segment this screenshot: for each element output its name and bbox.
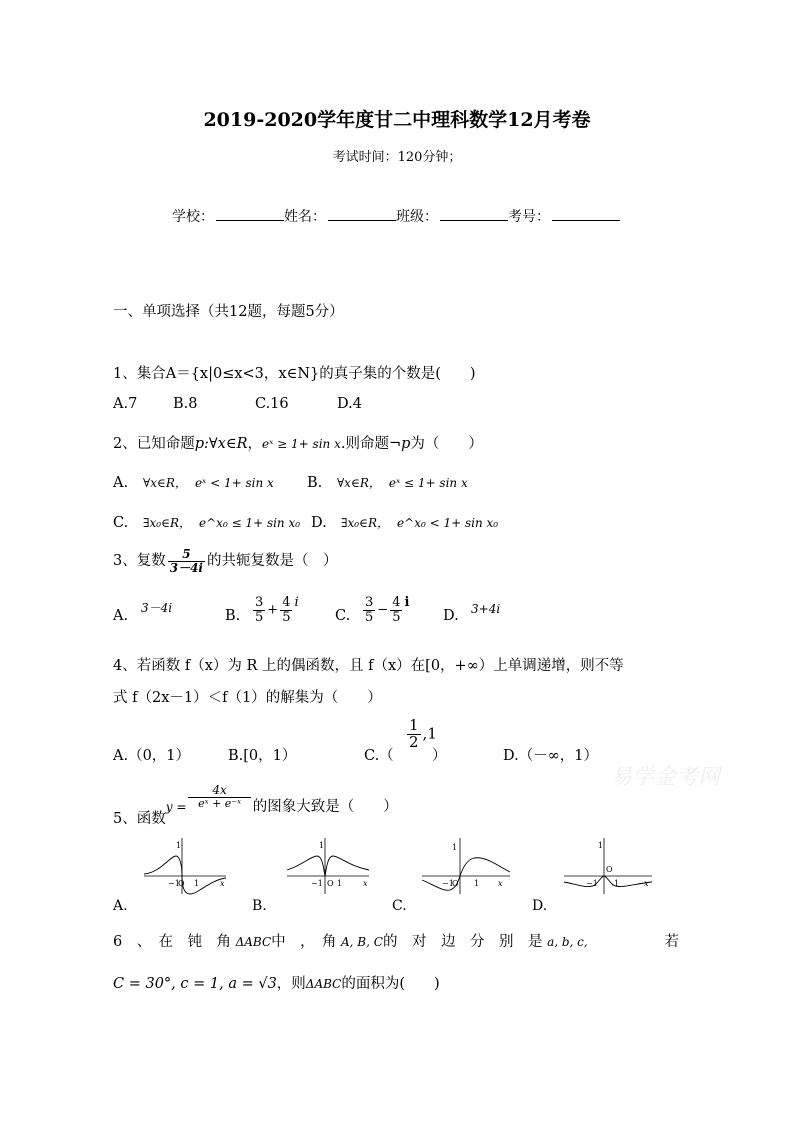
q4-option-a[interactable]: A.（0，1） [113, 748, 191, 764]
q3-b-i: i [294, 594, 299, 610]
q2-option-a-quant: ∀x∈R， [143, 476, 187, 490]
graph-c-x-label: x [498, 879, 503, 888]
q6-stem-line2 [113, 972, 440, 993]
q6-triangle-2: ΔABC [305, 977, 342, 991]
q2-options-row1 [113, 474, 468, 491]
q2-option-c-label[interactable]: C. [113, 515, 129, 531]
q4-option-b[interactable]: B.[0，1） [228, 748, 297, 764]
graph-c-tick-1: 1 [474, 879, 480, 888]
graph-a-tick-neg1: −1 [168, 879, 180, 888]
student-info-row [172, 206, 620, 226]
graph-b-x-label: x [363, 879, 368, 888]
q3-c-i: i [404, 594, 410, 610]
graph-d-curve [564, 876, 652, 887]
q2-stem: 2、已知命题p:∀x∈R，eˣ ≥ 1+ sin x.则命题¬p为（ ） [113, 436, 483, 452]
graph-a-origin: O [178, 879, 185, 888]
q4-c-den: 2 [409, 732, 419, 751]
q3-option-b-label[interactable]: B. [225, 608, 241, 625]
graph-c-y-label: 1 [452, 843, 458, 852]
graph-d-origin: O [606, 865, 613, 874]
q3-option-c-label[interactable]: C. [335, 608, 351, 625]
q1-option-c[interactable]: C.16 [255, 396, 289, 412]
q1-option-d[interactable]: D.4 [337, 396, 362, 412]
graph-d-x-label: x [644, 879, 649, 888]
graph-b-y-label: 1 [319, 841, 325, 850]
graph-a-curve [144, 856, 226, 894]
q5-option-a[interactable]: A. [113, 898, 128, 914]
q3-option-d-label[interactable]: D. [443, 608, 459, 625]
q3-b-d2: 5 [282, 609, 291, 625]
q3-stem-text-2: 的共轭复数是（ ） [207, 553, 338, 570]
q6-text-3: 的 对 边 分 别 是 [382, 934, 543, 950]
graph-a-x-label: x [220, 879, 225, 888]
q6-text-1: 6 、 在 钝 角 [113, 934, 231, 950]
q2-option-b-expr: eˣ ≤ 1+ sin x [388, 476, 468, 490]
q6-text-4: 若 [664, 934, 679, 950]
q1-stem: 1、集合A＝{x|0≤x<3，x∈N}的真子集的个数是( ) [113, 366, 476, 382]
q3-c-n1: 3 [365, 595, 374, 610]
graph-b-origin: O [327, 879, 334, 888]
q5-stem-text-2: 的图象大致是（ ） [252, 798, 398, 815]
q6-given: C = 30°, c = 1, a = √3 [113, 976, 277, 992]
q5-frac-num: 4x [188, 784, 250, 798]
school-blank[interactable] [216, 206, 284, 221]
q2-negation: ¬p [388, 436, 411, 452]
q3-c-d2: 5 [392, 609, 401, 625]
field-id-label: 考号： [508, 209, 550, 225]
q2-stem-text: 2、已知命题 [113, 436, 195, 452]
graph-b-tick-1: 1 [337, 879, 343, 888]
q4-c-num: 1 [409, 716, 419, 734]
q1-option-b[interactable]: B.8 [173, 396, 198, 412]
q1-option-a[interactable]: A.7 [113, 396, 138, 412]
field-name-label: 姓名： [284, 209, 326, 225]
q2-option-d-expr: e^x₀ < 1+ sin x₀ [397, 516, 499, 530]
q6-text-6: 的面积为( ) [341, 976, 440, 992]
q5-graph-b[interactable] [283, 836, 373, 896]
q3-stem [113, 548, 338, 574]
name-blank[interactable] [328, 206, 396, 221]
q5-graph-c[interactable] [418, 836, 514, 896]
graph-b-tick-neg1: −1 [311, 879, 323, 888]
watermark: 易学金考网 [610, 765, 721, 790]
q3-option-a: 3－4i [141, 601, 173, 616]
q1-options [113, 396, 362, 412]
q5-stem [113, 783, 398, 827]
q6-triangle: ΔABC [235, 935, 272, 949]
graph-d-tick-1: 1 [614, 879, 620, 888]
page-title: 2019-2020学年度甘二中理科数学12月考卷 [203, 109, 591, 131]
graph-b-curve [287, 856, 369, 876]
q2-condition: eˣ ≥ 1+ sin x [261, 437, 341, 451]
q3-stem-text: 3、复数 [113, 553, 166, 570]
field-school-label: 学校： [172, 209, 214, 225]
q2-option-a-label[interactable]: A. [113, 475, 129, 491]
q2-option-c-quant: ∃x₀∈R， [143, 516, 192, 530]
q5-y-eq: y = [165, 799, 187, 814]
q6-text-5: ，则 [276, 976, 306, 992]
q6-stem-line1 [113, 930, 679, 951]
q3-b-n2: 4 [282, 595, 291, 610]
q2-proposition: p:∀x∈R [194, 436, 248, 452]
q2-option-d-quant: ∃x₀∈R， [341, 516, 390, 530]
q4-stem-line2: 式 f（2x－1）＜f（1）的解集为（ ） [113, 690, 382, 706]
class-blank[interactable] [440, 206, 508, 221]
q6-angles: A, B, C [341, 935, 383, 949]
q3-frac-den: 3－4i [169, 560, 203, 575]
q3-fraction [168, 548, 205, 574]
q2-option-c-expr: e^x₀ ≤ 1+ sin x₀ [199, 516, 301, 530]
q4-option-d[interactable]: D.（－∞，1） [503, 748, 599, 764]
field-class-label: 班级： [396, 209, 438, 225]
q2-option-a-expr: eˣ < 1+ sin x [194, 476, 274, 490]
q2-option-b-label[interactable]: B. [306, 475, 323, 491]
q5-stem-text: 5、函数 [113, 810, 166, 827]
q3-b-d1: 5 [255, 609, 264, 625]
graph-c-curve [422, 858, 510, 891]
q2-option-d-label[interactable]: D. [311, 515, 327, 531]
q4-option-c-close: ） [432, 748, 447, 764]
q3-b-n1: 3 [255, 595, 264, 610]
q2-options-row2 [113, 514, 498, 531]
graph-c-tick-neg1: −1 [442, 879, 454, 888]
q3-option-b [251, 596, 335, 624]
q3-c-d1: 5 [365, 609, 374, 625]
q3-option-d: 3+4i [471, 602, 501, 617]
q5-graph-a[interactable] [140, 836, 230, 896]
q2-option-b-quant: ∀x∈R， [336, 476, 381, 490]
q4-stem-line1: 4、若函数 f（x）为 R 上的偶函数，且 f（x）在[0，+∞）上单调递增，则不等 [113, 658, 624, 674]
q2-stem-text-3: 为（ ） [410, 436, 483, 452]
q3-option-c [361, 596, 443, 624]
graph-d-tick-neg1: −1 [586, 879, 598, 888]
q4-option-c-pre[interactable]: C.（ [364, 748, 394, 764]
q4-c-post: ,1 [422, 724, 437, 743]
q3-b-op: + [267, 602, 279, 618]
q3-option-a-label[interactable]: A. [113, 608, 129, 625]
graph-d-y-label: 1 [598, 841, 604, 850]
section-heading: 一、单项选择（共12题，每题5分） [113, 304, 344, 320]
exam-time: 考试时间：120分钟； [332, 150, 462, 165]
q3-frac-num: 5 [168, 548, 205, 562]
graph-c-origin: O [452, 879, 459, 888]
q5-option-d[interactable]: D. [532, 898, 548, 914]
q3-c-op: − [377, 602, 389, 618]
q5-graph-d[interactable] [560, 836, 656, 896]
q2-stem-text-2: .则命题 [340, 436, 389, 452]
q3-options [113, 596, 500, 636]
id-blank[interactable] [552, 206, 620, 221]
graph-a-tick-1: 1 [194, 879, 200, 888]
q6-sides: a, b, c, [547, 935, 588, 949]
q5-frac-den: eˣ + e⁻ˣ [198, 796, 242, 810]
q5-option-c[interactable]: C. [392, 898, 407, 914]
graph-a-y-label: 1 [176, 841, 182, 850]
q3-c-n2: 4 [392, 595, 401, 610]
q5-option-b[interactable]: B. [252, 898, 267, 914]
q5-fraction [188, 784, 250, 809]
q6-text-2: 中 ， 角 [271, 934, 337, 950]
